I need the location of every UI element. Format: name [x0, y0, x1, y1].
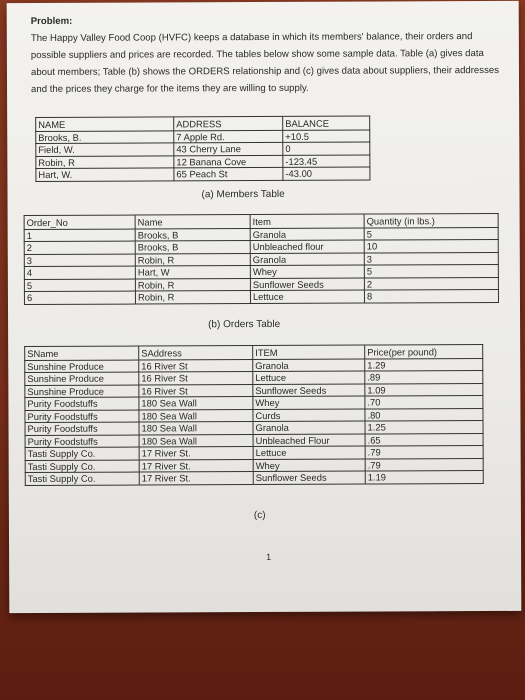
table-cell: .65 — [365, 433, 483, 446]
column-header: SAddress — [139, 346, 253, 360]
table-cell: .70 — [365, 396, 483, 409]
column-header: Order_No — [24, 215, 135, 229]
table-cell: 0 — [283, 142, 370, 155]
table-cell: -123.45 — [283, 155, 370, 168]
table-row — [24, 289, 498, 304]
problem-text: The Happy Valley Food Coop (HVFC) keeps a database in which its members' balance, their orders and possible suppliers and prices are recorded. The tables below show some sample data. Table (a) gives data about members; Table (b) shows the ORDERS relationship and (c) gives data about suppliers, their addresses and the prices they charge for the items they are willing to supply. — [30, 31, 500, 96]
table-cell: Tasti Supply Co. — [25, 460, 139, 473]
table-cell: 2 — [364, 277, 498, 290]
table-cell: 1.19 — [365, 471, 483, 484]
table-cell: Sunflower Seeds — [253, 384, 365, 397]
column-header: Price(per pound) — [365, 345, 483, 359]
table-cell: Lettuce — [253, 446, 365, 459]
table-cell: 16 River St — [139, 384, 253, 397]
column-header: SName — [25, 346, 139, 360]
table-cell: 17 River St. — [139, 472, 253, 485]
table-cell: Lettuce — [250, 290, 364, 303]
table-cell: Purity Foodstuffs — [25, 410, 139, 423]
table-cell: 16 River St — [139, 359, 253, 372]
problem-heading: Problem: — [30, 15, 73, 28]
table-cell: 17 River St. — [139, 459, 253, 472]
column-header: Name — [135, 215, 250, 229]
column-header: NAME — [36, 117, 174, 131]
table-cell: .89 — [365, 371, 483, 384]
suppliers-table-caption: (c) — [253, 509, 266, 522]
table-cell: Robin, R — [135, 291, 250, 304]
table-cell: 1.25 — [365, 421, 483, 434]
paper-sheet — [7, 1, 522, 613]
column-header: BALANCE — [283, 116, 370, 130]
table-cell: Brooks, B — [135, 241, 250, 254]
table-cell: Granola — [253, 421, 365, 434]
table-cell: Unbleached flour — [250, 240, 364, 253]
column-header: Quantity (in lbs.) — [364, 213, 498, 227]
table-cell: Whey — [253, 396, 365, 409]
table-cell: Field, W. — [36, 143, 174, 156]
table-cell: Tasti Supply Co. — [25, 472, 139, 485]
table-cell: 3 — [24, 254, 135, 267]
table-cell: Sunflower Seeds — [250, 278, 364, 291]
column-header: Item — [250, 214, 364, 228]
table-cell: 5 — [364, 264, 498, 277]
table-cell: 43 Cherry Lane — [174, 142, 283, 155]
table-cell: Sunshine Produce — [25, 372, 139, 385]
table-cell: 1.29 — [365, 358, 483, 371]
table-cell: 5 — [364, 227, 498, 240]
table-cell: Curds — [253, 409, 365, 422]
column-header: ITEM — [253, 345, 365, 359]
table-cell: 180 Sea Wall — [139, 434, 253, 447]
table-cell: Unbleached Flour — [253, 434, 365, 447]
members-table-caption: (a) Members Table — [201, 188, 285, 201]
table-cell: Granola — [253, 359, 365, 372]
table-cell: Granola — [250, 253, 364, 266]
table-cell: Purity Foodstuffs — [25, 397, 139, 410]
orders-table-caption: (b) Orders Table — [208, 318, 281, 331]
table-cell: 10 — [364, 239, 498, 252]
table-cell: Purity Foodstuffs — [25, 435, 139, 448]
problem-statement — [31, 11, 501, 98]
table-cell: Brooks, B — [135, 228, 250, 241]
table-cell: 7 Apple Rd. — [174, 130, 283, 143]
table-cell: Robin, R — [135, 278, 250, 291]
table-cell: 5 — [24, 279, 135, 292]
table-cell: 6 — [24, 291, 135, 304]
column-header: ADDRESS — [174, 116, 283, 130]
table-cell: Hart, W — [135, 266, 250, 279]
table-cell: 16 River St — [139, 372, 253, 385]
table-header-row — [25, 345, 483, 360]
table-cell: .79 — [365, 458, 483, 471]
table-cell: 4 — [24, 266, 135, 279]
page-number: 1 — [266, 551, 272, 562]
table-cell: .79 — [365, 446, 483, 459]
table-cell: Sunflower Seeds — [253, 471, 365, 484]
table-cell: Whey — [250, 265, 364, 278]
table-cell: Lettuce — [253, 371, 365, 384]
members-table — [35, 116, 370, 182]
orders-table — [24, 213, 499, 305]
table-cell: Hart, W. — [36, 168, 174, 181]
table-cell: 180 Sea Wall — [139, 409, 253, 422]
table-cell: Sunshine Produce — [25, 385, 139, 398]
table-cell: Granola — [250, 228, 364, 241]
table-cell: -43.00 — [283, 167, 370, 180]
table-cell: 180 Sea Wall — [139, 397, 253, 410]
table-cell: Whey — [253, 459, 365, 472]
table-cell: 1 — [24, 229, 135, 242]
table-cell: 65 Peach St — [174, 167, 283, 180]
table-row — [25, 471, 483, 485]
table-row — [36, 167, 370, 181]
table-cell: 2 — [24, 241, 135, 254]
suppliers-table — [24, 344, 484, 486]
table-cell: Tasti Supply Co. — [25, 447, 139, 460]
table-header-row — [36, 116, 370, 131]
table-cell: 12 Banana Cove — [174, 155, 283, 168]
table-cell: Brooks, B. — [36, 130, 174, 143]
table-cell: 8 — [364, 289, 498, 302]
table-cell: 17 River St. — [139, 447, 253, 460]
table-cell: 1.09 — [365, 383, 483, 396]
table-cell: Robin, R — [135, 253, 250, 266]
table-cell: .80 — [365, 408, 483, 421]
table-cell: Purity Foodstuffs — [25, 422, 139, 435]
table-cell: Sunshine Produce — [25, 360, 139, 373]
table-header-row — [24, 213, 498, 229]
table-cell: 3 — [364, 252, 498, 265]
table-cell: +10.5 — [283, 130, 370, 143]
table-cell: Robin, R — [36, 155, 174, 168]
table-cell: 180 Sea Wall — [139, 422, 253, 435]
